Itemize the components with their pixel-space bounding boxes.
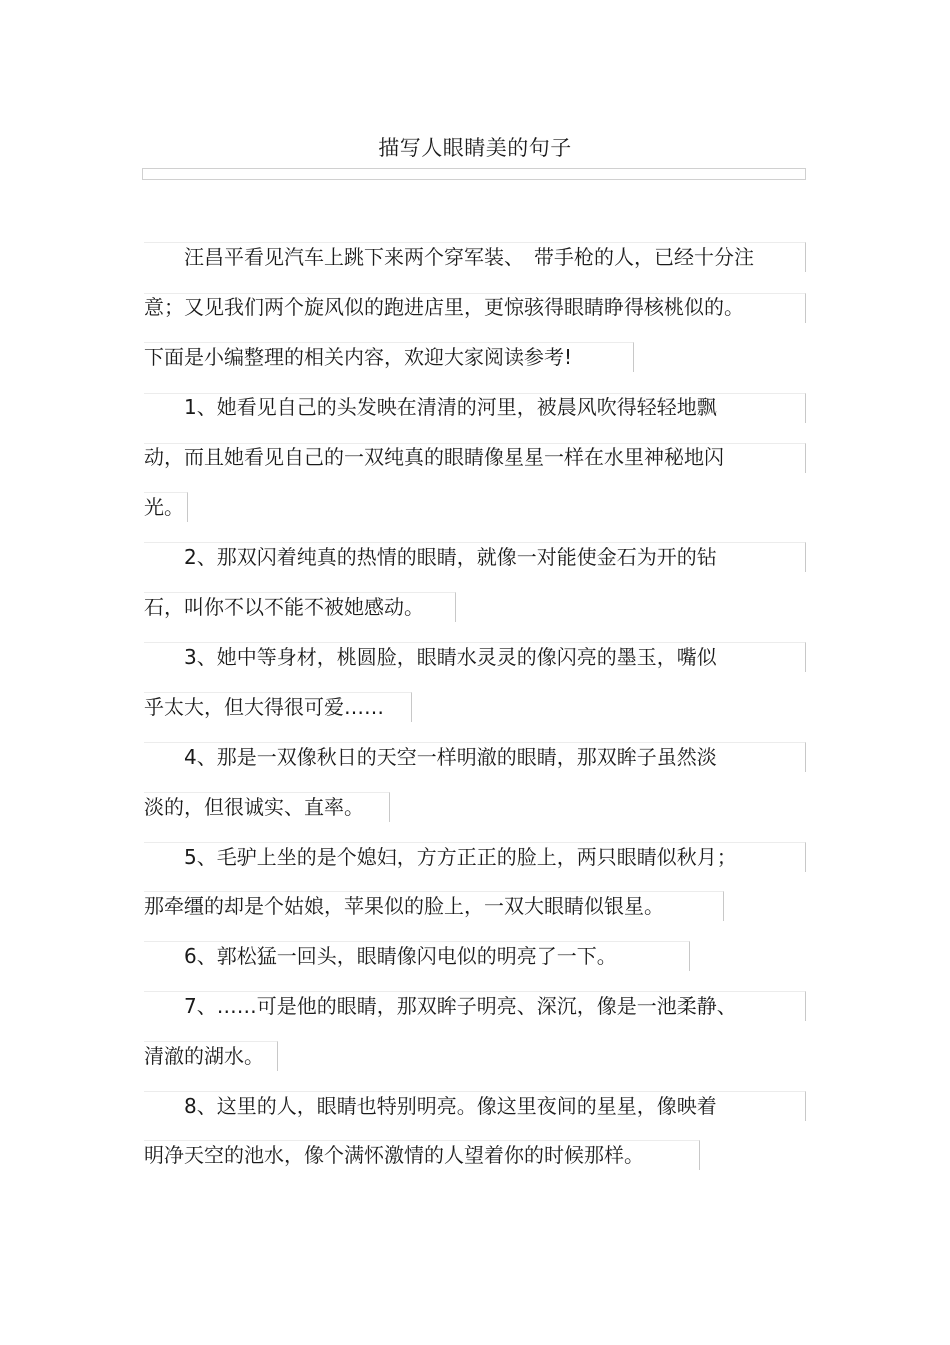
title-divider xyxy=(142,168,806,180)
list-item-1-line: 光。 xyxy=(144,495,184,519)
list-item-3-line: 3、她中等身材，桃圆脸，眼睛水灵灵的像闪亮的墨玉，嘴似 xyxy=(144,645,717,669)
list-item-5-line: 5、毛驴上坐的是个媳妇，方方正正的脸上，两只眼睛似秋月； xyxy=(144,845,737,869)
document-title: 描写人眼睛美的句子 xyxy=(378,136,572,160)
list-item-7-line: 7、……可是他的眼睛，那双眸子明亮、深沉，像是一池柔静、 xyxy=(144,994,737,1018)
list-item-2-line: 石，叫你不以不能不被她感动。 xyxy=(144,595,424,619)
list-item-2-line: 2、那双闪着纯真的热情的眼睛，就像一对能使金石为开的钻 xyxy=(144,545,717,569)
body-line: 意；又见我们两个旋风似的跑进店里，更惊骇得眼睛睁得核桃似的。 xyxy=(144,295,744,319)
list-item-1-line: 动，而且她看见自己的一双纯真的眼睛像星星一样在水里神秘地闪 xyxy=(144,445,724,469)
list-item-5-line: 那牵缰的却是个姑娘，苹果似的脸上，一双大眼睛似银星。 xyxy=(144,894,664,918)
list-item-4-line: 淡的，但很诚实、直率。 xyxy=(144,795,364,819)
list-item-1-line: 1、她看见自己的头发映在清清的河里，被晨风吹得轻轻地飘 xyxy=(144,395,717,419)
list-item-7-line: 清澈的湖水。 xyxy=(144,1044,264,1068)
list-item-8-line: 明净天空的池水，像个满怀激情的人望着你的时候那样。 xyxy=(144,1143,644,1167)
list-item-8-line: 8、这里的人，眼睛也特别明亮。像这里夜间的星星，像映着 xyxy=(144,1094,717,1118)
list-item-6-line: 6、郭松猛一回头，眼睛像闪电似的明亮了一下。 xyxy=(144,944,617,968)
list-item-3-line: 乎太大，但大得很可爱…… xyxy=(144,695,384,719)
list-item-4-line: 4、那是一双像秋日的天空一样明澈的眼睛，那双眸子虽然淡 xyxy=(144,745,717,769)
body-line: 汪昌平看见汽车上跳下来两个穿军装、 带手枪的人，已经十分注 xyxy=(144,245,754,269)
body-line: 下面是小编整理的相关内容，欢迎大家阅读参考! xyxy=(144,345,573,369)
